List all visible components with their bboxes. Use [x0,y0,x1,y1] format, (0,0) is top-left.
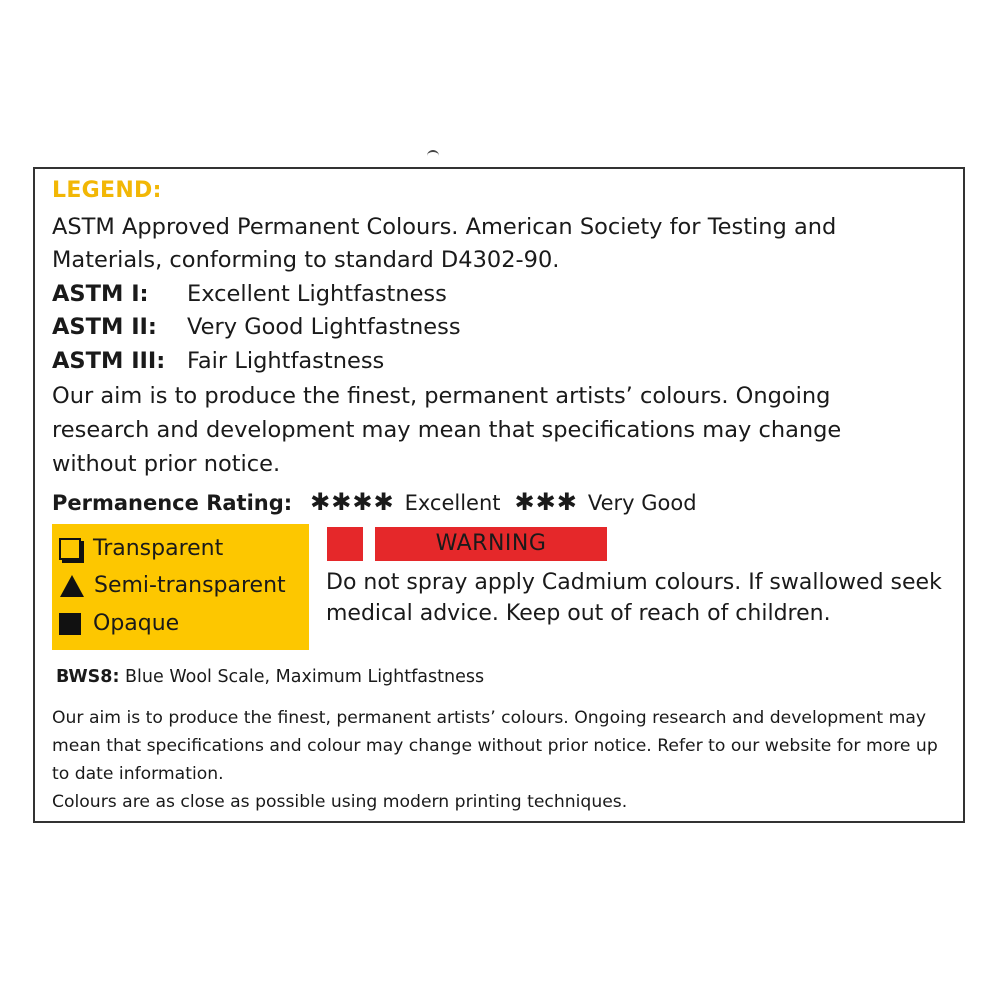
warning-banner: WARNING [375,527,607,561]
opacity-legend-panel [52,524,309,650]
filled-square-icon [59,613,81,635]
astm-row-1 [52,278,447,311]
legend-title: LEGEND: [52,178,162,203]
astm-desc: Very Good Lightfastness [187,314,461,340]
opacity-item-transparent [59,536,223,561]
opacity-label: Opaque [93,611,180,636]
astm-intro-text: ASTM Approved Permanent Colours. American Society for Testing and Materials, conforming to standard D4302-90. [52,214,837,273]
three-star-icon: ✱✱✱ [514,488,578,516]
astm-row-3 [52,345,384,378]
bws-desc: Blue Wool Scale, Maximum Lightfastness [125,667,485,687]
astm-code: ASTM II: [52,314,157,340]
permanence-rating-row [52,485,697,520]
top-notch-mark [427,150,439,158]
aim-text: Our aim is to produce the finest, permanent artists’ colours. Ongoing research and development may mean that specifications may change without prior notice. [52,383,842,477]
warning-red-square [327,527,363,561]
transparent-square-icon [59,538,81,560]
astm-code: ASTM I: [52,281,149,307]
opacity-item-opaque [59,611,179,636]
astm-desc: Excellent Lightfastness [187,281,447,307]
rating-excellent-label: Excellent [404,491,501,515]
bws-row [56,667,484,687]
four-star-icon: ✱✱✱✱ [310,488,395,516]
rating-very-good-label: Very Good [587,491,697,515]
permanence-label: Permanence Rating: [52,491,293,515]
astm-row-2 [52,311,461,344]
triangle-icon [60,575,84,597]
opacity-label: Transparent [93,536,224,561]
opacity-item-semi-transparent [59,573,286,598]
footer-line-2: Colours are as close as possible using modern printing techniques. [52,792,628,812]
legend-box [33,167,965,823]
footer-text [52,704,957,816]
warning-text: Do not spray apply Cadmium colours. If swallowed seek medical advice. Keep out of reach of children. [326,570,942,626]
astm-code: ASTM III: [52,348,166,374]
astm-desc: Fair Lightfastness [187,348,385,374]
bws-code: BWS8: [56,667,120,687]
footer-line-1: Our aim is to produce the finest, permanent artists’ colours. Ongoing research and development may mean that specifications and colour may change without prior notice. Refer to our website for more up to date information. [52,708,938,784]
opacity-label: Semi-transparent [94,573,286,598]
